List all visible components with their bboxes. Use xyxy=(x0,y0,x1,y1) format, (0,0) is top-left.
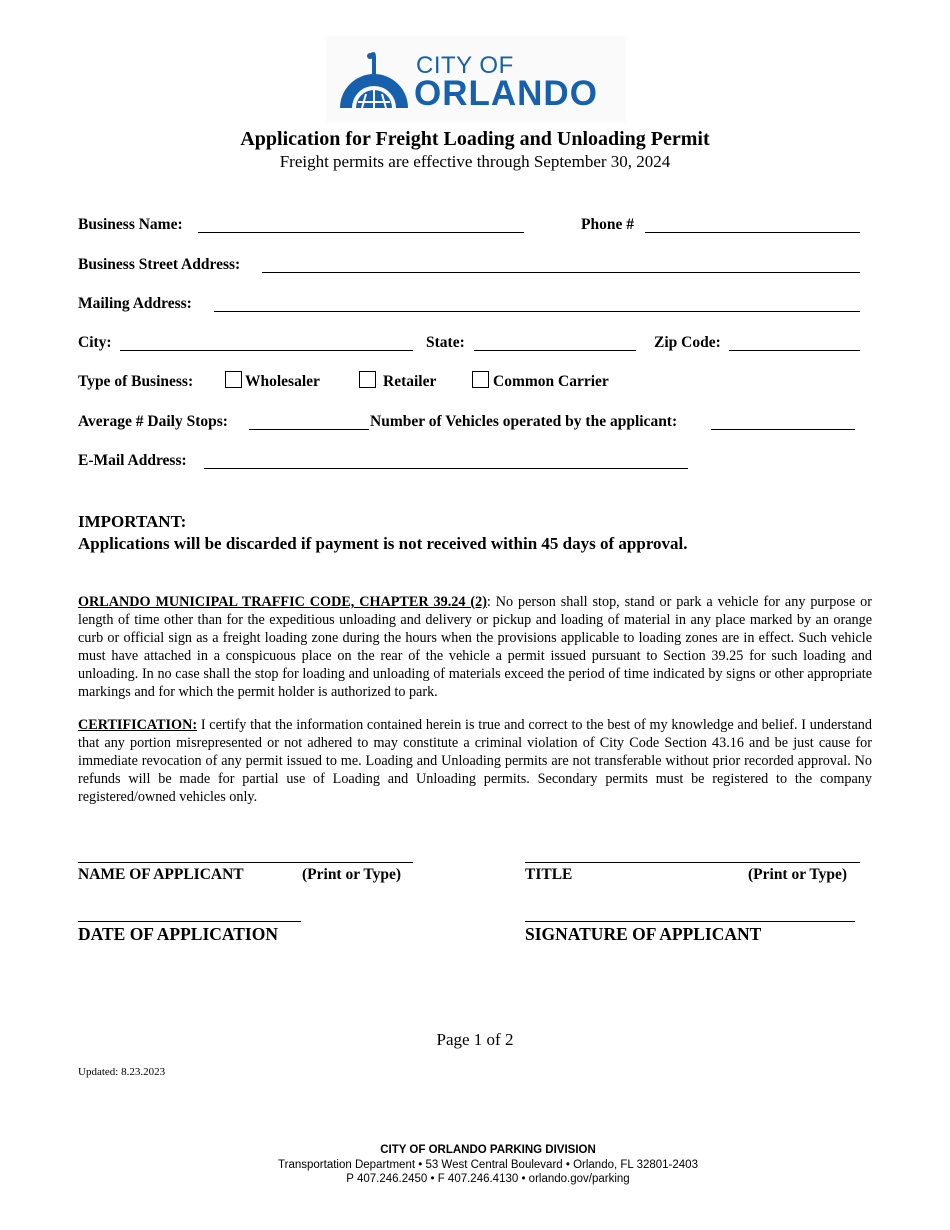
wholesaler-option-label: Wholesaler xyxy=(245,373,320,390)
important-heading: IMPORTANT: xyxy=(78,512,187,531)
page-subtitle: Freight permits are effective through September 30, 2024 xyxy=(279,152,671,171)
business-name-field[interactable] xyxy=(198,232,524,233)
city-field[interactable] xyxy=(120,350,413,351)
application-date-field[interactable] xyxy=(78,921,301,922)
traffic-code-heading: ORLANDO MUNICIPAL TRAFFIC CODE, CHAPTER 39.24 (2) xyxy=(78,594,487,610)
mailing-address-label: Mailing Address: xyxy=(78,295,192,312)
certification-heading: CERTIFICATION: xyxy=(78,717,198,733)
daily-stops-label: Average # Daily Stops: xyxy=(78,413,228,430)
daily-stops-field[interactable] xyxy=(249,429,369,430)
certification-paragraph xyxy=(78,716,872,806)
footer-organization: CITY OF ORLANDO PARKING DIVISION xyxy=(380,1144,596,1156)
applicant-name-hint: (Print or Type) xyxy=(302,866,402,883)
common-carrier-option-label: Common Carrier xyxy=(493,373,609,390)
city-of-orlando-logo xyxy=(326,36,626,122)
email-field[interactable] xyxy=(204,468,688,469)
state-field[interactable] xyxy=(474,350,636,351)
footer-contact: P 407.246.2450 • F 407.246.4130 • orlando.gov/parking xyxy=(346,1173,630,1185)
certification-text: I certify that the information contained herein is true and correct to the best of my knowledge and belief. I understand that any portion misrepresented or not adhered to may constitute a criminal violation of City Code Section 43.16 and be just cause for immediate revocation of any permit issued to me. Loading and Unloading permits are not transferable without prior recorded approval. No refunds will be made for partial use of Loading and Unloading permits. Secondary permits must be registered to the company registered/owned vehicles only. xyxy=(78,717,872,805)
email-label: E-Mail Address: xyxy=(78,452,187,469)
traffic-code-text: : No person shall stop, stand or park a vehicle for any purpose or length of time other than for the expeditious unloading and delivery or pickup and loading of material in any place marked by an orange curb or official sign as a freight loading zone during the hours when the provisions applicable to loading zones are in effect. Such vehicle must have attached in a conspicuous place on the rear of the vehicle a permit issued pursuant to Section 39.25 for such loading and unloading. In no case shall the stop for loading and unloading of materials exceed the period of time indicated by signs or other appropriate markings and for which the permit holder is authorized to park. xyxy=(78,594,872,700)
logo-text-orlando: ORLANDO xyxy=(414,74,598,113)
title-field[interactable] xyxy=(525,862,860,863)
state-label: State: xyxy=(426,334,465,351)
zip-code-label: Zip Code: xyxy=(654,334,721,351)
footer-address: Transportation Department • 53 West Central Boulevard • Orlando, FL 32801-2403 xyxy=(278,1159,698,1171)
phone-label: Phone # xyxy=(581,216,634,233)
applicant-name-label: NAME OF APPLICANT xyxy=(78,866,244,883)
logo-text-city-of: CITY OF xyxy=(416,52,514,79)
business-name-label: Business Name: xyxy=(78,216,183,233)
page-title: Application for Freight Loading and Unloading Permit xyxy=(240,128,710,150)
title-hint: (Print or Type) xyxy=(748,866,848,883)
mailing-address-field[interactable] xyxy=(214,311,860,312)
page-number: Page 1 of 2 xyxy=(436,1030,514,1049)
vehicles-label: Number of Vehicles operated by the applicant: xyxy=(370,413,678,430)
zip-code-field[interactable] xyxy=(729,350,860,351)
wholesaler-checkbox[interactable] xyxy=(225,371,242,388)
signature-field[interactable] xyxy=(525,921,855,922)
application-date-label: DATE OF APPLICATION xyxy=(78,924,278,944)
common-carrier-checkbox[interactable] xyxy=(472,371,489,388)
city-dome-logo-icon xyxy=(336,50,412,110)
city-label: City: xyxy=(78,334,112,351)
retailer-checkbox[interactable] xyxy=(359,371,376,388)
traffic-code-paragraph xyxy=(78,593,872,701)
phone-field[interactable] xyxy=(645,232,860,233)
business-type-label: Type of Business: xyxy=(78,373,194,390)
street-address-field[interactable] xyxy=(262,272,860,273)
vehicles-field[interactable] xyxy=(711,429,855,430)
signature-label: SIGNATURE OF APPLICANT xyxy=(525,924,762,944)
title-label: TITLE xyxy=(525,866,573,883)
retailer-option-label: Retailer xyxy=(383,373,437,390)
street-address-label: Business Street Address: xyxy=(78,256,241,273)
applicant-name-field[interactable] xyxy=(78,862,413,863)
updated-date: Updated: 8.23.2023 xyxy=(78,1066,166,1078)
important-notice: Applications will be discarded if payment is not received within 45 days of approval. xyxy=(78,534,688,553)
